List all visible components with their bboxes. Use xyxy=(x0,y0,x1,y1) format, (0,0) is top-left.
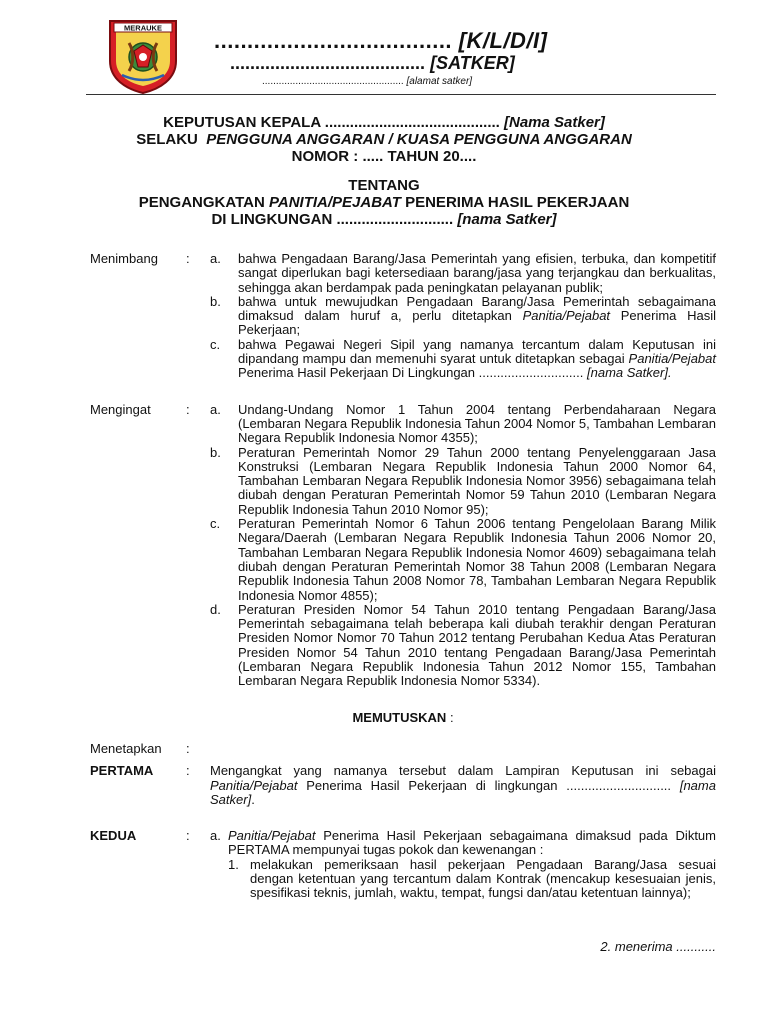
kedua-items xyxy=(210,829,716,900)
title-l2-italic: PENGGUNA ANGGARAN / KUASA PENGGUNA ANGGARAN xyxy=(206,131,632,148)
item-text-post: Penerima Hasil Pekerjaan; xyxy=(238,308,716,338)
item-letter: b. xyxy=(210,293,221,309)
title-line-3: NOMOR : ..... TAHUN 20.... xyxy=(291,148,477,165)
list-item xyxy=(210,338,716,381)
menetapkan-content xyxy=(210,742,716,756)
title-l5-italic: PANITIA/PEJABAT xyxy=(268,194,401,211)
title-l5-pre: PENGANGKATAN xyxy=(138,194,265,211)
title-l6-pre: DI LINGKUNGAN ............................ xyxy=(211,211,454,228)
title-l5-post: PENERIMA HASIL PEKERJAAN xyxy=(405,194,630,211)
item-text-post: Penerima Hasil Pekerjaan Di Lingkungan ............................. xyxy=(238,365,584,381)
item-text-italic-2: [nama Satker]. xyxy=(587,365,672,381)
menetapkan-colon: : xyxy=(186,740,190,756)
item-text xyxy=(238,338,716,381)
page-continuation: 2. menerima ........... xyxy=(600,939,716,954)
list-item xyxy=(210,252,716,295)
header-divider xyxy=(86,94,716,95)
title-line-2 xyxy=(0,131,768,148)
title-l1-text: KEPUTUSAN KEPALA .......................................... xyxy=(163,114,500,131)
sub-item-text: melakukan pemeriksaan hasil pekerjaan Pengadaan Barang/Jasa sesuai dengan ketentuan yang tercantum dalam Kontrak (mencakup kesesuaian jenis, spesifikasi teknis, jumlah, waktu, tempat, fungsi dan/atau ketentuan lainnya); xyxy=(250,856,716,901)
item-text: Peraturan Pemerintah Nomor 6 Tahun 2006 tentang Pengelolaan Barang Milik Negara/Daerah (Lembaran Negara Republik Indonesia Tahun 2006 Nomor 20, Tambahan Lembaran Negara Republik Indonesia Nomor 4609) sebagaimana telah diubah dengan Peraturan Pemerintah Nomor 38 Tahun 2008 (Lembaran Negara Republik Indonesia Tahun 2008 Nomor 78, Tambahan Lembaran Negara Republik Indonesia Nomor 4855); xyxy=(238,516,716,603)
merauke-regency-logo xyxy=(104,15,182,95)
header-satker-dots: ....................................... xyxy=(230,53,426,73)
section-menetapkan xyxy=(90,742,716,756)
item-text-italic: Panitia/Pejabat xyxy=(228,828,316,844)
title-l1-name: [Nama Satker] xyxy=(504,114,605,131)
section-pertama xyxy=(90,764,716,807)
header-address-dots: ................................................... xyxy=(262,76,404,87)
item-text-italic: Panitia/Pejabat xyxy=(522,308,611,324)
item-letter: b. xyxy=(210,444,221,460)
item-letter: d. xyxy=(210,601,221,617)
item-text: Undang-Undang Nomor 1 Tahun 2004 tentang Perbendaharaan Negara (Lembaran Negara Republik Indonesia Tahun 2004 Nomor 5, Tambahan Lembaran Negara Republik Indonesia Nomor 4355); xyxy=(238,401,716,446)
item-text-pre: bahwa untuk mewujudkan Pengadaan Barang/Jasa Pemerintah sebagaimana dimaksud dalam huruf a, perlu ditetapkan xyxy=(238,293,716,324)
item-text-italic: Panitia/Pejabat xyxy=(628,351,716,367)
memutuskan-colon: : xyxy=(446,709,454,725)
menimbang-label: Menimbang xyxy=(90,251,158,266)
item-text: Peraturan Pemerintah Nomor 29 Tahun 2000 tentang Penyelenggaraan Jasa Konstruksi (Lembaran Negara Republik Indonesia Tahun 2000 Nomor 64, Tambahan Lembaran Negara Republik Indonesia Nomor 3956) sebagaimana telah diubah dengan Peraturan Pemerintah Nomor 59 Tahun 2010 (Lembaran Negara Republik Indonesia Tahun 2010 Nomor 95); xyxy=(238,444,716,517)
header-satker-name: [SATKER] xyxy=(430,53,515,73)
section-mengingat xyxy=(90,403,716,689)
item-text-post: Penerima Hasil Pekerjaan sebagaimana dimaksud pada Diktum PERTAMA mempunyai tugas pokok dan kewenangan : xyxy=(228,828,716,858)
mengingat-colon: : xyxy=(186,401,190,417)
memutuskan-label: MEMUTUSKAN xyxy=(352,709,447,725)
pertama-text-pre: Mengangkat yang namanya tersebut dalam Lampiran Keputusan ini sebagai xyxy=(210,763,716,779)
list-item xyxy=(210,403,716,446)
header-satker-line xyxy=(230,53,515,74)
header-kldi-dots: .................................... xyxy=(214,28,453,53)
sub-list-item xyxy=(228,858,716,901)
header-address-line xyxy=(262,76,472,87)
mengingat-label: Mengingat xyxy=(90,401,151,417)
item-letter: c. xyxy=(210,516,221,532)
kedua-label: KEDUA xyxy=(90,828,137,844)
header-kldi-name: [K/L/D/I] xyxy=(458,28,548,53)
menimbang-items xyxy=(210,252,716,381)
header-kldi-line xyxy=(214,28,548,54)
pertama-text-end: . xyxy=(251,791,255,807)
item-letter: a. xyxy=(210,828,221,844)
pertama-colon: : xyxy=(186,763,190,779)
section-kedua xyxy=(90,829,716,900)
document-body xyxy=(90,252,716,901)
title-l2-text: SELAKU xyxy=(136,131,198,148)
item-text: Peraturan Presiden Nomor 54 Tahun 2010 tentang Pengadaan Barang/Jasa Pemerintah sebagaimana telah beberapa kali diubah terakhir dengan Peraturan Presiden Nomor Nomor 70 Tahun 2012 tentang Perubahan Kedua Atas Peraturan Presiden Nomor 54 Tahun 2010 tentang Pengadaan Barang/Jasa Pemerintah (Lembaran Negara Republik Indonesia Tahun 2012 Nomor 155, Tambahan Lembaran Negara Republik Indonesia Nomor 5334). xyxy=(238,601,716,689)
mengingat-items xyxy=(210,403,716,689)
kedua-colon: : xyxy=(186,828,190,844)
item-letter: a. xyxy=(210,401,221,417)
item-letter: a. xyxy=(210,251,221,266)
title-tentang: TENTANG xyxy=(348,177,420,194)
menimbang-colon: : xyxy=(186,251,190,266)
list-item xyxy=(210,517,716,603)
pertama-text-post: Penerima Hasil Pekerjaan di lingkungan ............................. xyxy=(306,777,672,793)
sub-item-number: 1. xyxy=(228,856,239,872)
pertama-label: PERTAMA xyxy=(90,763,154,779)
item-text: bahwa Pengadaan Barang/Jasa Pemerintah yang efisien, terbuka, dan kompetitif sangat diperlukan bagi ketersediaan barang/jasa yang terjangkau dan berkualitas, sehingga akan berdampak pada peningkatan pelayanan publik; xyxy=(238,251,716,295)
item-text-pre: bahwa Pegawai Negeri Sipil yang namanya tercantum dalam Keputusan ini dipandang mampu dan memenuhi syarat untuk ditetapkan sebagai xyxy=(238,336,716,367)
list-item xyxy=(210,603,716,689)
item-content xyxy=(228,829,716,900)
logo-text: MERAUKE xyxy=(124,23,162,33)
item-text xyxy=(238,295,716,338)
title-l6-name: [nama Satker] xyxy=(457,211,557,228)
pertama-text xyxy=(210,764,716,807)
item-letter: c. xyxy=(210,336,221,352)
list-item xyxy=(210,829,716,900)
section-menimbang xyxy=(90,252,716,381)
item-text xyxy=(228,829,716,858)
title-line-5 xyxy=(0,194,768,211)
pertama-text-italic: Panitia/Pejabat xyxy=(210,777,298,793)
memutuskan-heading xyxy=(90,711,716,725)
list-item xyxy=(210,295,716,338)
pertama-text-italic-2: [nama Satker] xyxy=(210,777,716,807)
header-address-name: [alamat satker] xyxy=(406,76,473,87)
menetapkan-label: Menetapkan xyxy=(90,740,162,756)
list-item xyxy=(210,446,716,517)
title-line-6 xyxy=(0,211,768,228)
title-line-1 xyxy=(0,114,768,131)
